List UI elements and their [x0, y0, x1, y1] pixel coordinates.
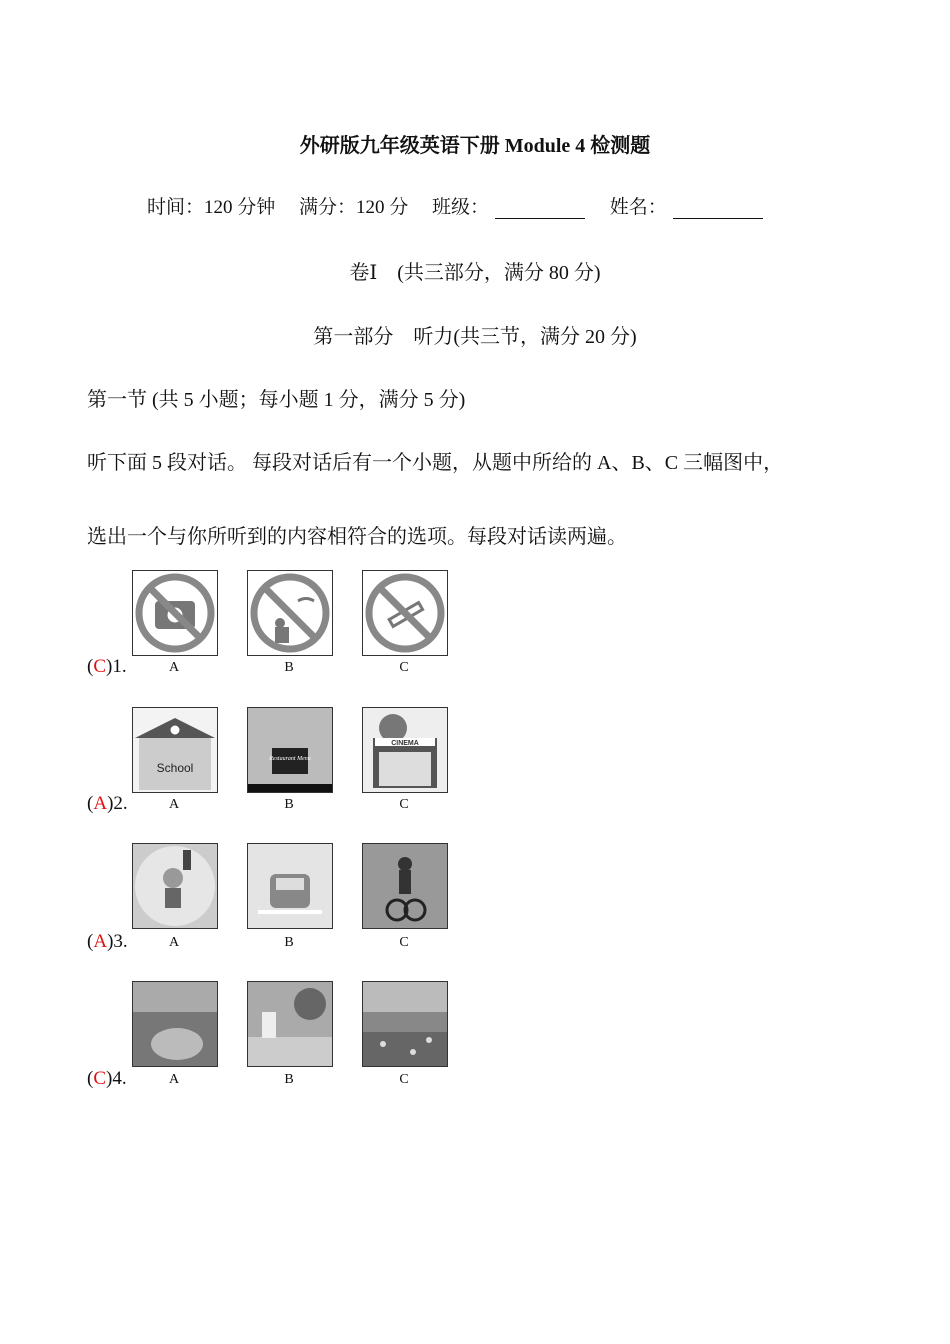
boy-crossing-street-image — [132, 843, 218, 929]
option-c-label: C — [399, 660, 409, 675]
instructions-line-1: 听下面 5 段对话。 每段对话后有一个小题，从题中所给的 A、B、C 三幅图中， — [87, 452, 784, 474]
option-a-label: A — [168, 1072, 180, 1087]
building-with-rock-image — [132, 981, 218, 1067]
option-c-label: C — [399, 935, 409, 950]
option-c-label: C — [399, 1072, 409, 1087]
option-a-label: A — [168, 797, 180, 812]
exam-title: 外研版九年级英语下册 Module 4 检测题 — [299, 135, 651, 157]
question-1-number: (C)1. — [87, 656, 127, 677]
question-4-number: (C)4. — [87, 1068, 127, 1089]
answer-3: A — [93, 931, 108, 952]
restaurant-menu-image — [247, 707, 333, 793]
answer-2: A — [93, 793, 108, 814]
option-b-label: B — [284, 1072, 294, 1087]
park-with-people-image — [247, 981, 333, 1067]
section-heading: 第一节 (共 5 小题；每小题 1 分，满分 5 分) — [87, 389, 466, 411]
option-b-label: B — [284, 660, 294, 675]
class-label: 班级： — [432, 197, 490, 218]
question-3-number: (A)3. — [87, 931, 128, 952]
answer-1: C — [93, 656, 107, 677]
name-blank[interactable] — [673, 200, 763, 219]
option-a-label: A — [168, 660, 180, 675]
cinema-building-image — [362, 707, 448, 793]
option-b-label: B — [284, 797, 294, 812]
man-riding-bike-image — [362, 843, 448, 929]
name-label: 姓名： — [609, 197, 667, 218]
part-heading: 第一部分 听力(共三节，满分 20 分) — [313, 326, 637, 348]
no-photography-sign-image — [132, 570, 218, 656]
question-2-number: (A)2. — [87, 793, 128, 814]
car-at-crossing-image — [247, 843, 333, 929]
school-building-image — [132, 707, 218, 793]
volume-heading: 卷Ⅰ (共三部分，满分 80 分) — [349, 262, 601, 284]
class-blank[interactable] — [495, 200, 585, 219]
no-smoking-sign-image — [362, 570, 448, 656]
instructions-line-2: 选出一个与你所听到的内容相符合的选项。每段对话读两遍。 — [87, 526, 627, 548]
option-a-label: A — [168, 935, 180, 950]
exam-info — [147, 192, 783, 219]
school-sign-text: School — [156, 761, 194, 775]
answer-4: C — [93, 1068, 107, 1089]
option-b-label: B — [284, 935, 294, 950]
no-swimming-sign-image — [247, 570, 333, 656]
cinema-sign-text: CINEMA — [391, 740, 419, 747]
score-label: 满分：120 分 — [299, 197, 409, 218]
time-label: 时间：120 分钟 — [147, 197, 276, 218]
restaurant-sign-text: Restaurant Menu — [269, 756, 311, 762]
park-with-litter-image — [362, 981, 448, 1067]
option-c-label: C — [399, 797, 409, 812]
